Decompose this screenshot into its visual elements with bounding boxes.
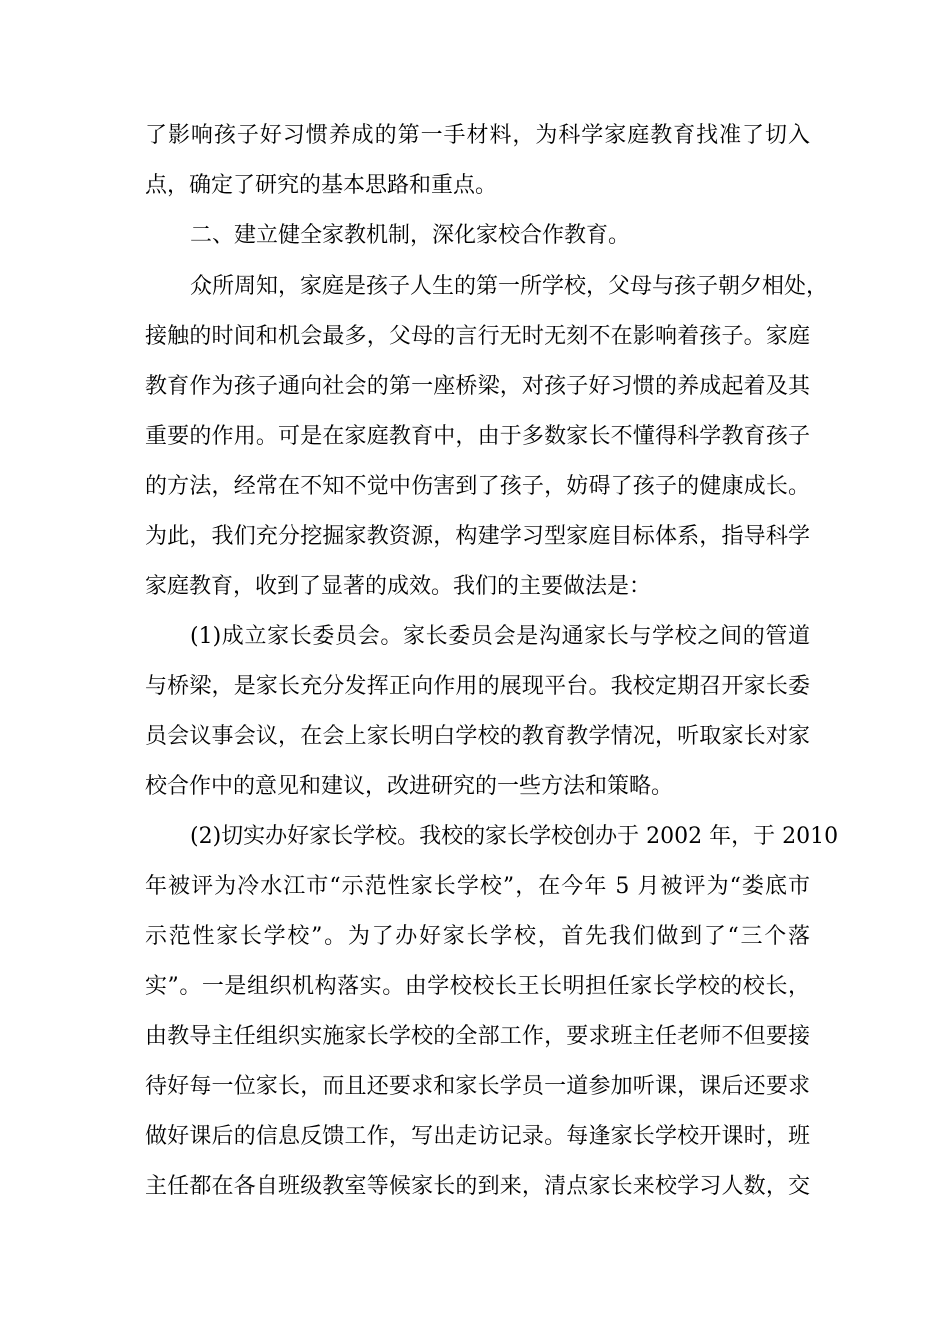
- text-line: (2)切实办好家长学校。我校的家长学校创办于 2002 年，于 2010: [190, 824, 839, 849]
- text-line: 由教导主任组织实施家长学校的全部工作，要求班主任老师不但要接: [145, 1024, 810, 1049]
- text-line: 待好每一位家长，而且还要求和家长学员一道参加听课，课后还要求: [145, 1074, 810, 1099]
- text-line: 年被评为冷水江市“示范性家长学校”，在今年 5 月被评为“娄底市: [145, 874, 810, 899]
- text-line: 员会议事会议，在会上家长明白学校的教育教学情况，听取家长对家: [145, 724, 810, 749]
- text-line: 点，确定了研究的基本思路和重点。: [145, 173, 498, 198]
- text-line: 教育作为孩子通向社会的第一座桥梁，对孩子好习惯的养成起着及其: [145, 374, 810, 399]
- text-line: 家庭教育，收到了显著的成效。我们的主要做法是：: [145, 574, 652, 599]
- text-line: 了影响孩子好习惯养成的第一手材料，为科学家庭教育找准了切入: [145, 123, 810, 148]
- text-line: 主任都在各自班级教室等候家长的到来，清点家长来校学习人数，交: [145, 1174, 810, 1199]
- text-line: 示范性家长学校”。为了办好家长学校，首先我们做到了“三个落: [145, 924, 810, 949]
- text-line: 接触的时间和机会最多，父母的言行无时无刻不在影响着孩子。家庭: [145, 324, 810, 349]
- text-line: 的方法，经常在不知不觉中伤害到了孩子，妨碍了孩子的健康成长。: [145, 474, 810, 499]
- text-line: 做好课后的信息反馈工作，写出走访记录。每逢家长学校开课时，班: [145, 1124, 810, 1149]
- text-line: 实”。一是组织机构落实。由学校校长王长明担任家长学校的校长，: [145, 974, 810, 999]
- text-line: 重要的作用。可是在家庭教育中，由于多数家长不懂得科学教育孩子: [145, 424, 810, 449]
- text-line: 众所周知，家庭是孩子人生的第一所学校，父母与孩子朝夕相处，: [190, 274, 829, 299]
- section-heading: 二、建立健全家教机制，深化家校合作教育。: [190, 223, 631, 248]
- text-line: 与桥梁，是家长充分发挥正向作用的展现平台。我校定期召开家长委: [145, 674, 810, 699]
- text-line: 校合作中的意见和建议，改进研究的一些方法和策略。: [145, 774, 674, 799]
- text-line: (1)成立家长委员会。家长委员会是沟通家长与学校之间的管道: [190, 624, 810, 649]
- text-line: 为此，我们充分挖掘家教资源，构建学习型家庭目标体系，指导科学: [145, 524, 810, 549]
